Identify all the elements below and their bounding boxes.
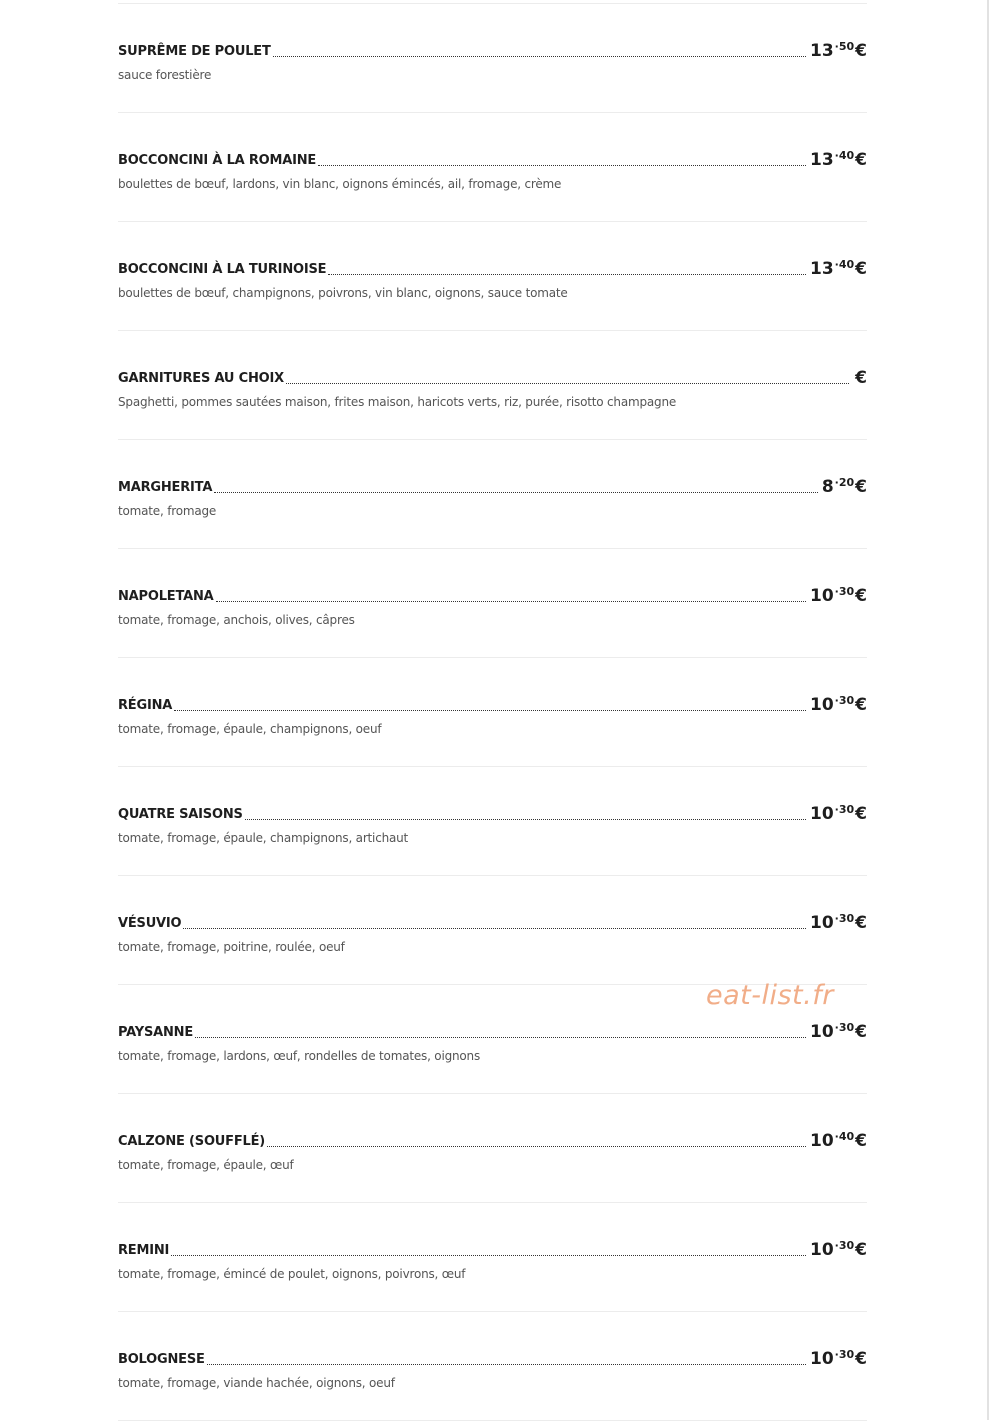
price-cents: ·30 [834, 912, 855, 925]
price-cents: ·30 [834, 694, 855, 707]
dot-leader [286, 382, 849, 384]
menu-item-price [810, 38, 867, 60]
currency-symbol: € [855, 477, 867, 497]
price-main: 10 [809, 695, 834, 715]
dot-leader [171, 1254, 806, 1256]
menu-item-description: tomate, fromage [118, 504, 217, 518]
menu-item-description: boulettes de bœuf, lardons, vin blanc, oignons émincés, ail, fromage, crème [118, 177, 562, 191]
menu-item-price [810, 147, 867, 169]
currency-symbol: € [855, 586, 867, 606]
currency-symbol: € [855, 150, 867, 170]
dot-leader [174, 709, 806, 711]
menu-item-description: Spaghetti, pommes sautées maison, frites maison, haricots verts, riz, purée, risotto champagne [118, 395, 677, 409]
menu-item-price [810, 910, 867, 932]
currency-symbol: € [855, 913, 867, 933]
dot-leader [216, 600, 806, 602]
menu-item-price [810, 583, 867, 605]
menu-item-name: BOLOGNESE [118, 1352, 205, 1367]
price-main: 10 [809, 804, 834, 824]
menu-item-name: CALZONE (SOUFFLÉ) [118, 1134, 266, 1149]
menu-item-price [810, 801, 867, 823]
menu-item-description: tomate, fromage, viande hachée, oignons, oeuf [118, 1376, 395, 1390]
menu-item-price [810, 1128, 867, 1150]
currency-symbol: € [855, 368, 867, 388]
menu-item-price [810, 1237, 867, 1259]
menu-item-header [118, 692, 867, 714]
menu-item-header [118, 147, 867, 169]
menu-item-garnitures [118, 331, 867, 440]
menu-item-description: sauce forestière [118, 68, 212, 82]
menu-item-name: PAYSANNE [118, 1025, 194, 1040]
menu-item-name: BOCCONCINI À LA ROMAINE [118, 153, 317, 168]
menu-item-price [822, 474, 867, 496]
dot-leader [318, 164, 806, 166]
price-cents: ·40 [834, 258, 855, 271]
menu-item-header [118, 38, 867, 60]
menu-item-description: boulettes de bœuf, champignons, poivrons, vin blanc, oignons, sauce tomate [118, 286, 568, 300]
menu-item-name: QUATRE SAISONS [118, 807, 243, 822]
menu-item-description: tomate, fromage, épaule, œuf [118, 1158, 294, 1172]
menu-item-header [118, 1128, 867, 1150]
price-main: 10 [809, 586, 834, 606]
menu-item-name: SUPRÊME DE POULET [118, 44, 271, 59]
menu-item-name: NAPOLETANA [118, 589, 214, 604]
dot-leader [273, 55, 806, 57]
price-cents: ·40 [834, 149, 855, 162]
menu-item-napoletana [118, 549, 867, 658]
dot-leader [195, 1036, 806, 1038]
menu-item-price [810, 256, 867, 278]
price-main: 10 [809, 913, 834, 933]
menu-item-description: tomate, fromage, poitrine, roulée, oeuf [118, 940, 345, 954]
menu-item-price [810, 1346, 867, 1368]
menu-item-bolognese [118, 1312, 867, 1421]
menu-item-description: tomate, fromage, émincé de poulet, oignons, poivrons, œuf [118, 1267, 466, 1281]
menu-item-description: tomate, fromage, lardons, œuf, rondelles de tomates, oignons [118, 1049, 481, 1063]
menu-item-header [118, 910, 867, 932]
menu-item-header [118, 801, 867, 823]
menu-item-name: MARGHERITA [118, 480, 213, 495]
currency-symbol: € [855, 1240, 867, 1260]
currency-symbol: € [855, 259, 867, 279]
currency-symbol: € [855, 695, 867, 715]
menu-item-bocconcini-romaine [118, 113, 867, 222]
menu-item-header [118, 1019, 867, 1041]
currency-symbol: € [855, 1131, 867, 1151]
menu-item-description: tomate, fromage, anchois, olives, câpres [118, 613, 355, 627]
menu-item-remini [118, 1203, 867, 1312]
menu-item-header [118, 583, 867, 605]
menu-item-description: tomate, fromage, épaule, champignons, artichaut [118, 831, 409, 845]
menu-item-bocconcini-turinoise [118, 222, 867, 331]
menu-item-header [118, 1346, 867, 1368]
dot-leader [207, 1363, 806, 1365]
menu-item-name: RÉGINA [118, 698, 173, 713]
dot-leader [214, 491, 818, 493]
price-cents: ·30 [834, 803, 855, 816]
menu-item-supreme-de-poulet [118, 4, 867, 113]
menu-item-calzone [118, 1094, 867, 1203]
price-main: 10 [809, 1240, 834, 1260]
price-main: 13 [809, 150, 834, 170]
dot-leader [328, 273, 806, 275]
menu-item-vesuvio [118, 876, 867, 985]
menu-item-price [810, 1019, 867, 1041]
dot-leader [183, 927, 806, 929]
currency-symbol: € [855, 41, 867, 61]
watermark-text: eat-list.fr [706, 980, 834, 1011]
price-cents: ·20 [834, 476, 855, 489]
price-main: 8 [821, 477, 834, 497]
menu-item-margherita [118, 440, 867, 549]
menu-item-header [118, 474, 867, 496]
price-cents: ·30 [834, 585, 855, 598]
currency-symbol: € [855, 1349, 867, 1369]
currency-symbol: € [855, 804, 867, 824]
menu-item-description: tomate, fromage, épaule, champignons, oeuf [118, 722, 382, 736]
menu-item-header [118, 256, 867, 278]
dot-leader [245, 818, 806, 820]
menu-item-name: GARNITURES AU CHOIX [118, 371, 284, 386]
menu-item-header [118, 1237, 867, 1259]
menu-item-name: VÉSUVIO [118, 916, 182, 931]
menu-item-price [810, 692, 867, 714]
price-main: 13 [809, 41, 834, 61]
menu-item-regina [118, 658, 867, 767]
price-cents: ·30 [834, 1239, 855, 1252]
dot-leader [267, 1145, 806, 1147]
price-cents: ·30 [834, 1348, 855, 1361]
price-main: 10 [809, 1022, 834, 1042]
price-cents: ·30 [834, 1021, 855, 1034]
menu-item-name: BOCCONCINI À LA TURINOISE [118, 262, 327, 277]
price-main: 10 [809, 1131, 834, 1151]
menu-item-price [853, 365, 867, 387]
price-main: 13 [809, 259, 834, 279]
menu-item-name: REMINI [118, 1243, 170, 1258]
currency-symbol: € [855, 1022, 867, 1042]
price-main: 10 [809, 1349, 834, 1369]
price-cents: ·40 [834, 1130, 855, 1143]
price-cents: ·50 [834, 40, 855, 53]
menu-item-header [118, 365, 867, 387]
menu-item-quatre-saisons [118, 767, 867, 876]
